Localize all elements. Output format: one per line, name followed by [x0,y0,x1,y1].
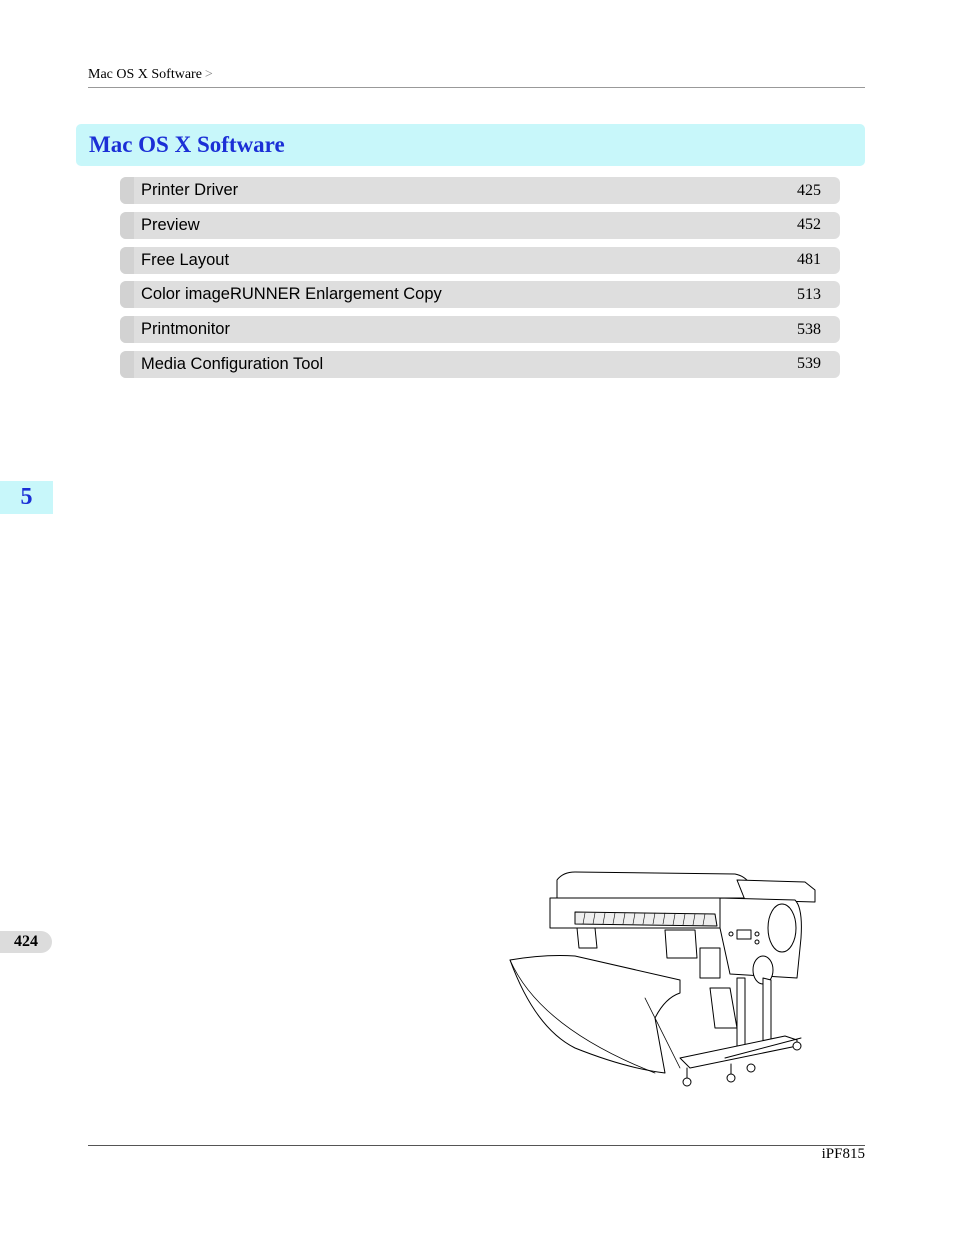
toc-list [120,177,840,386]
chapter-tab[interactable]: 5 [0,481,53,514]
toc-item-page[interactable]: 539 [797,355,821,373]
footer-divider [88,1145,865,1146]
toc-item-page[interactable]: 538 [797,320,821,338]
header-divider [88,87,865,88]
page-title: Mac OS X Software [89,132,285,157]
section-title-banner [76,124,865,166]
toc-item-tab [120,281,134,308]
toc-item-label[interactable]: Printmonitor [141,320,230,339]
toc-item-label[interactable]: Color imageRUNNER Enlargement Copy [141,285,442,304]
toc-item-color-imagerunner[interactable] [120,281,840,308]
toc-item-page[interactable]: 425 [797,181,821,199]
toc-item-media-configuration-tool[interactable] [120,351,840,378]
toc-item-printmonitor[interactable] [120,316,840,343]
toc-item-printer-driver[interactable] [120,177,840,204]
large-format-printer-icon [505,868,820,1093]
toc-item-tab [120,351,134,378]
toc-item-page[interactable]: 481 [797,251,821,269]
toc-item-label[interactable]: Preview [141,215,200,234]
toc-item-preview[interactable] [120,212,840,239]
toc-item-tab [120,177,134,204]
toc-item-tab [120,247,134,274]
toc-item-page[interactable]: 452 [797,216,821,234]
toc-item-page[interactable]: 513 [797,285,821,303]
toc-item-tab [120,316,134,343]
breadcrumb[interactable] [88,67,213,83]
breadcrumb-link[interactable]: Mac OS X Software [88,67,202,82]
footer-model: iPF815 [821,1146,865,1162]
toc-item-tab [120,212,134,239]
toc-item-label[interactable]: Printer Driver [141,181,239,199]
toc-item-label[interactable]: Media Configuration Tool [141,354,324,373]
page-number-tab: 424 [0,931,52,953]
toc-item-label[interactable]: Free Layout [141,250,230,269]
toc-item-free-layout[interactable] [120,247,840,274]
breadcrumb-separator: > [204,67,213,82]
